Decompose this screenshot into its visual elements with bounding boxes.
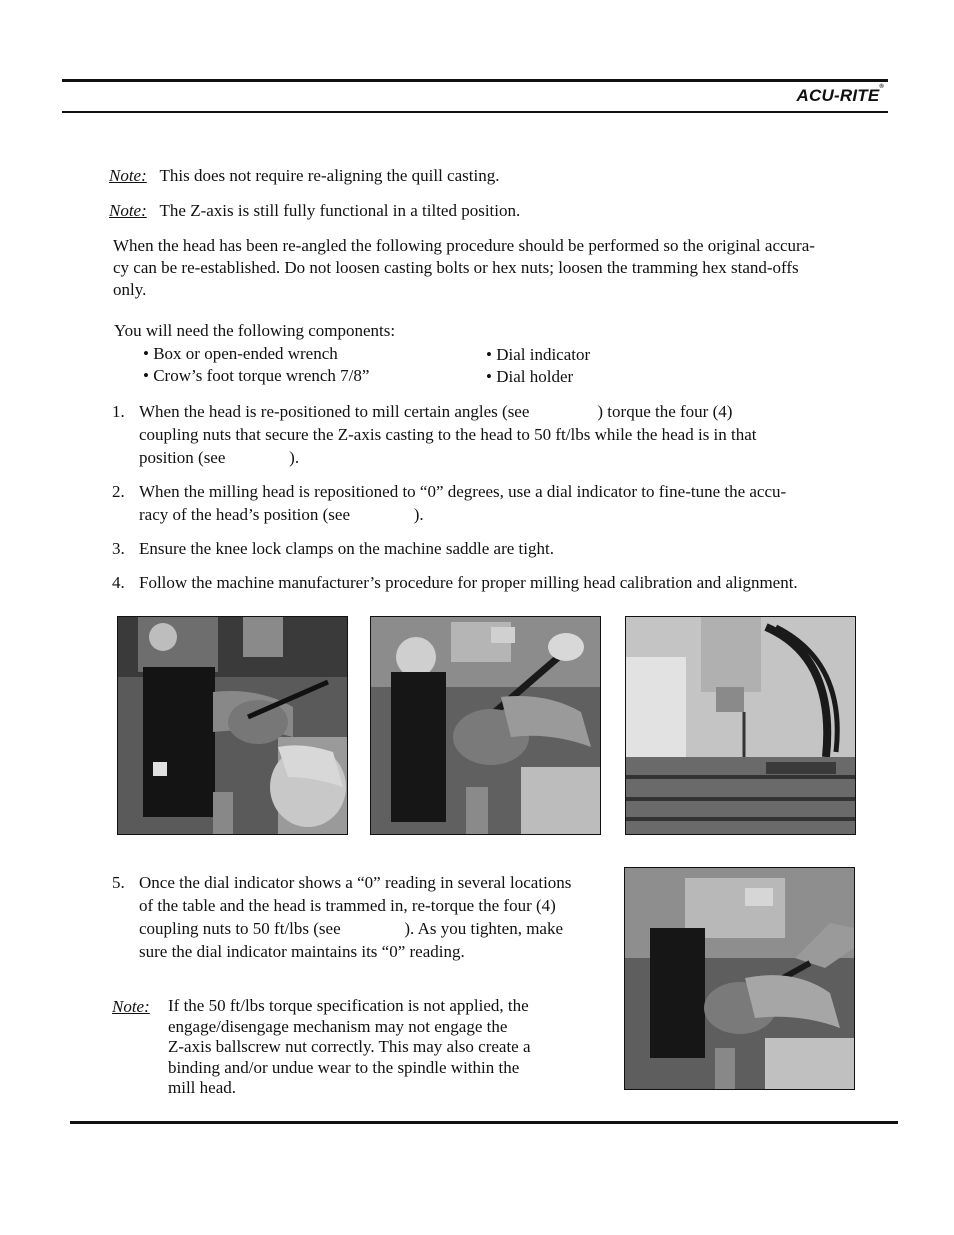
intro-line: When the head has been re-angled the following procedure should be performed so the original accura- (113, 236, 815, 255)
list-item: • Dial holder (486, 367, 574, 386)
step-number: 2. (112, 482, 125, 501)
components-right-list (486, 344, 590, 388)
note-label: Note: (112, 997, 150, 1016)
note-label: Note: (109, 201, 147, 220)
note-text: The Z-axis is still fully functional in a tilted position. (159, 201, 521, 220)
intro-line: cy can be re-established. Do not loosen casting bolts or hex nuts; loosen the tramming hex stand-offs (113, 258, 799, 277)
step-line: Follow the machine manufacturer’s procedure for proper milling head calibration and alignment. (139, 573, 798, 592)
note-2 (109, 200, 520, 222)
header-rule-top (62, 79, 888, 82)
step-line: coupling nuts that secure the Z-axis casting to the head to 50 ft/lbs while the head is in that (139, 425, 757, 444)
components-heading: You will need the following components: (114, 321, 396, 340)
components-left-list (143, 343, 369, 387)
note-line: Z-axis ballscrew nut correctly. This may also create a (168, 1037, 531, 1056)
step-line: sure the dial indicator maintains its “0” reading. (139, 942, 465, 961)
list-item: • Box or open-ended wrench (143, 344, 338, 363)
note-line: engage/disengage mechanism may not engage the (168, 1016, 508, 1036)
note-text: This does not require re-aligning the quill casting. (159, 166, 500, 185)
note-line: binding and/or undue wear to the spindle within the (168, 1057, 520, 1077)
step-number: 3. (112, 539, 125, 558)
list-item: • Crow’s foot torque wrench 7/8” (143, 366, 370, 385)
photo-dial-indicator (625, 616, 856, 835)
step-line: position (see ). (139, 448, 300, 467)
step-line: Once the dial indicator shows a “0” reading in several locations (139, 873, 572, 892)
step-line: When the head is re-positioned to mill certain angles (see ) torque the four (4) (139, 402, 733, 421)
step-number: 5. (112, 873, 125, 892)
photo-retorque-nuts (624, 867, 855, 1090)
step-line: of the table and the head is trammed in, re-torque the four (4) (139, 896, 556, 915)
note-line: If the 50 ft/lbs torque specification is not applied, the (168, 996, 529, 1015)
footer-rule (70, 1121, 898, 1124)
step-number: 1. (112, 402, 125, 421)
step-line: Ensure the knee lock clamps on the machine saddle are tight. (139, 539, 554, 558)
intro-paragraph (113, 235, 815, 301)
photo-mill-head-wrench (117, 616, 348, 835)
note-label: Note: (109, 166, 147, 185)
intro-line: only. (113, 280, 147, 299)
step-line: coupling nuts to 50 ft/lbs (see ). As you tighten, make (139, 919, 564, 938)
step-line: racy of the head’s position (see ). (139, 505, 424, 524)
note-line: mill head. (168, 1078, 236, 1097)
step-line: When the milling head is repositioned to “0” degrees, use a dial indicator to fine-tune the accu- (139, 482, 787, 501)
note-1 (109, 165, 499, 187)
acu-rite-logo: ACU-RITE® (796, 84, 884, 105)
header-rule-bottom (62, 111, 888, 113)
photo-torque-wrench (370, 616, 601, 835)
step-number: 4. (112, 573, 125, 592)
list-item: • Dial indicator (486, 345, 591, 364)
